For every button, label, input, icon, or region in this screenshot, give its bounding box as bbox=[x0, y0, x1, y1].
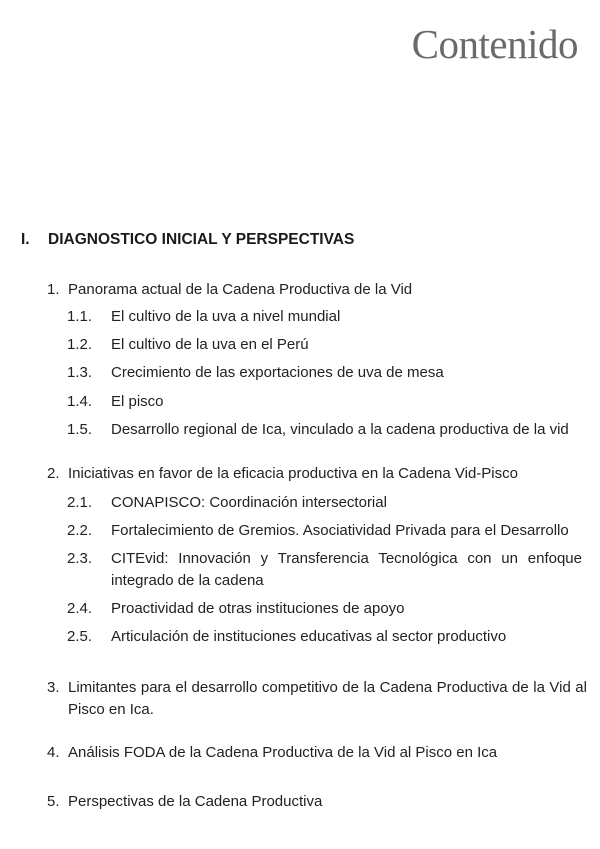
toc-subitem-2-4[interactable] bbox=[67, 598, 582, 620]
toc-item-title: Limitantes para el desarrollo competitivo de la Cadena Productiva de la Vid al Pisco en Ica. bbox=[68, 679, 587, 718]
toc-subitem-title: CITEvid: Innovación y Transferencia Tecnológica con un enfoque integrado de la cadena bbox=[111, 550, 582, 589]
toc-subitem-number: 2.2. bbox=[67, 522, 93, 539]
toc-item-number: 4. bbox=[47, 744, 60, 761]
toc-subitem-number: 1.4. bbox=[67, 393, 93, 410]
toc-item-4[interactable] bbox=[47, 742, 587, 764]
toc-subitem-2-3[interactable] bbox=[67, 548, 582, 592]
page-title: Contenido bbox=[411, 21, 578, 67]
toc-subitem-number: 1.5. bbox=[67, 421, 93, 438]
toc-subitem-title: Desarrollo regional de Ica, vinculado a la cadena productiva de la vid bbox=[111, 421, 569, 438]
toc-item-number: 3. bbox=[47, 679, 60, 696]
toc-subitem-1-1[interactable] bbox=[67, 306, 582, 328]
toc-subitem-title: Crecimiento de las exportaciones de uva de mesa bbox=[111, 364, 444, 381]
toc-item-title: Panorama actual de la Cadena Productiva de la Vid bbox=[68, 281, 413, 298]
toc-subitem-title: Fortalecimiento de Gremios. Asociatividad Privada para el Desarrollo bbox=[111, 522, 569, 539]
toc-subitem-title: El pisco bbox=[111, 393, 164, 410]
toc-subitem-title: El cultivo de la uva en el Perú bbox=[111, 336, 309, 353]
toc-subitem-title: Proactividad de otras instituciones de apoyo bbox=[111, 600, 405, 617]
toc-item-5[interactable] bbox=[47, 791, 587, 813]
toc-subitem-1-2[interactable] bbox=[67, 334, 582, 356]
toc-item-title: Iniciativas en favor de la eficacia productiva en la Cadena Vid-Pisco bbox=[68, 465, 518, 482]
toc-subitem-number: 2.5. bbox=[67, 628, 93, 645]
toc-subitem-number: 1.2. bbox=[67, 336, 93, 353]
toc-subitem-number: 2.3. bbox=[67, 550, 93, 567]
section-heading bbox=[21, 231, 354, 249]
toc-subitem-number: 2.1. bbox=[67, 494, 93, 511]
toc-subitem-number: 1.1. bbox=[67, 308, 93, 325]
toc-subitem-number: 2.4. bbox=[67, 600, 93, 617]
toc-subitem-2-1[interactable] bbox=[67, 492, 582, 514]
toc-subitem-2-5[interactable] bbox=[67, 626, 582, 648]
toc-subitem-title: Articulación de instituciones educativas al sector productivo bbox=[111, 628, 507, 645]
toc-subitem-2-2[interactable] bbox=[67, 520, 582, 542]
toc-subitem-title: CONAPISCO: Coordinación intersectorial bbox=[111, 494, 387, 511]
toc-item-2[interactable] bbox=[47, 463, 587, 485]
toc-item-title: Análisis FODA de la Cadena Productiva de la Vid al Pisco en Ica bbox=[68, 744, 498, 761]
section-number: I. bbox=[21, 231, 30, 248]
toc-subitem-1-5[interactable] bbox=[67, 419, 582, 441]
toc-subitem-1-4[interactable] bbox=[67, 391, 582, 413]
toc-subitem-title: El cultivo de la uva a nivel mundial bbox=[111, 308, 341, 325]
section-title: DIAGNOSTICO INICIAL Y PERSPECTIVAS bbox=[48, 231, 355, 248]
toc-item-title: Perspectivas de la Cadena Productiva bbox=[68, 793, 323, 810]
toc-subitem-number: 1.3. bbox=[67, 364, 93, 381]
toc-item-3[interactable] bbox=[47, 677, 587, 721]
toc-item-number: 5. bbox=[47, 793, 60, 810]
toc-item-number: 2. bbox=[47, 465, 60, 482]
toc-item-number: 1. bbox=[47, 281, 60, 298]
toc-item-1[interactable] bbox=[47, 279, 587, 301]
toc-subitem-1-3[interactable] bbox=[67, 362, 582, 384]
